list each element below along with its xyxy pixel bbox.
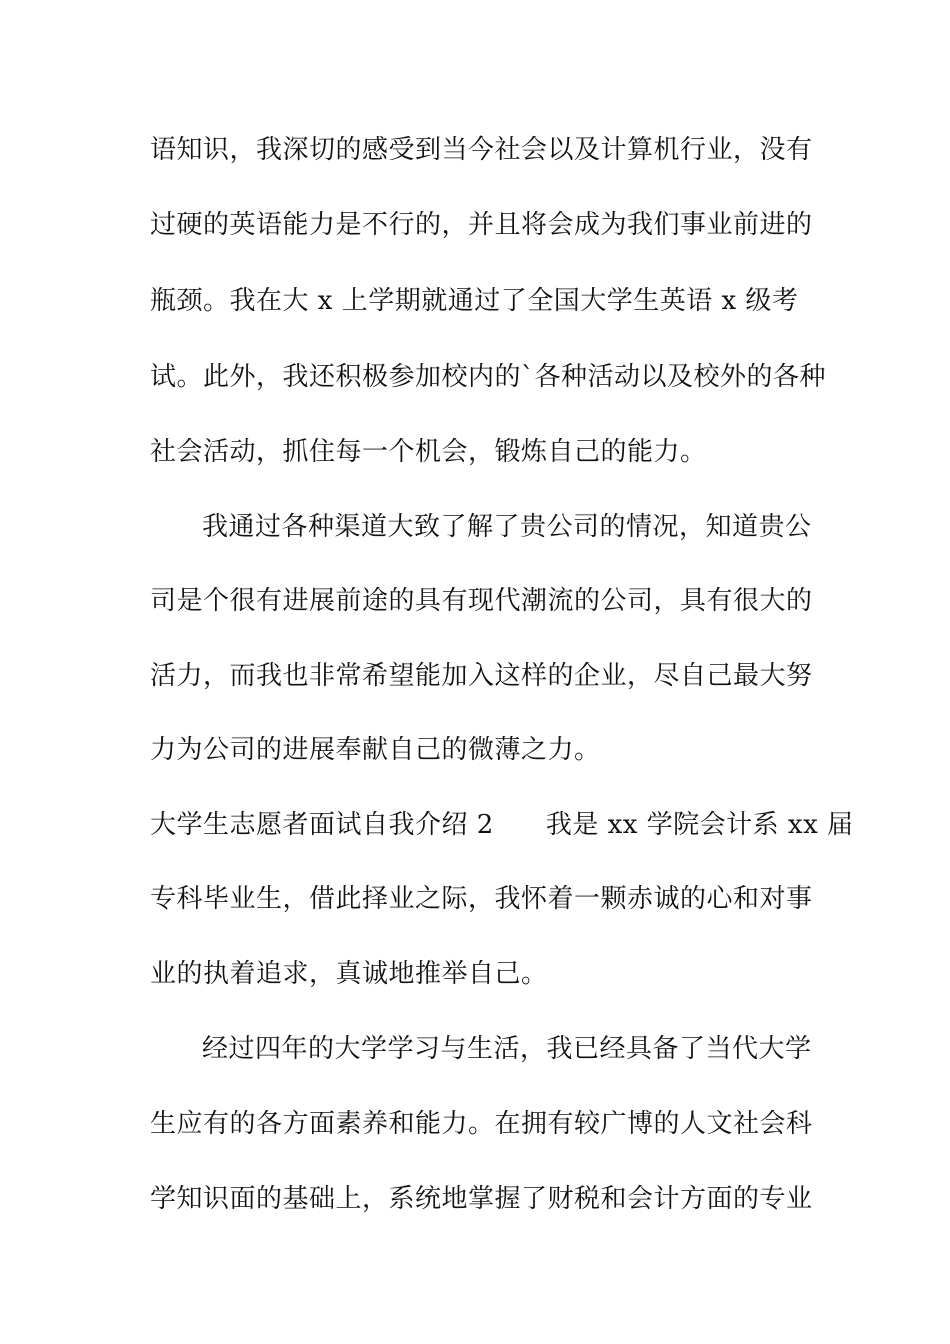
text-line: 业的执着追求，真诚地推举自己。 bbox=[150, 959, 548, 989]
text-line: 学知识面的基础上，系统地掌握了财税和会计方面的专业 bbox=[150, 1184, 813, 1214]
text-line: 试。此外，我还积极参加校内的`各种活动以及校外的各种 bbox=[150, 362, 827, 392]
text-line: 司是个很有进展前途的具有现代潮流的公司，具有很大的 bbox=[150, 586, 813, 616]
section-heading-line bbox=[150, 805, 854, 845]
text-line: 语知识，我深切的感受到当今社会以及计算机行业，没有 bbox=[150, 135, 813, 165]
text-line: 社会活动，抓住每一个机会，锻炼自己的能力。 bbox=[150, 437, 707, 467]
text-line: 我通过各种渠道大致了解了贵公司的情况，知道贵公 bbox=[202, 512, 812, 542]
text-line: 力为公司的进展奉献自己的微薄之力。 bbox=[150, 735, 601, 765]
section-heading: 大学生志愿者面试自我介绍 2 bbox=[150, 810, 494, 840]
text-line: 经过四年的大学学习与生活，我已经具备了当代大学 bbox=[202, 1034, 812, 1064]
text-line: 专科毕业生，借此择业之际，我怀着一颗赤诚的心和对事 bbox=[150, 884, 813, 914]
text-line: 生应有的各方面素养和能力。在拥有较广博的人文社会科 bbox=[150, 1109, 813, 1139]
heading-text: 我是 xx 学院会计系 xx 届 bbox=[545, 810, 854, 840]
text-line: 瓶颈。我在大 x 上学期就通过了全国大学生英语 x 级考 bbox=[150, 286, 799, 316]
text-line: 活力，而我也非常希望能加入这样的企业，尽自己最大努 bbox=[150, 661, 813, 691]
text-line: 过硬的英语能力是不行的，并且将会成为我们事业前进的 bbox=[150, 210, 813, 240]
